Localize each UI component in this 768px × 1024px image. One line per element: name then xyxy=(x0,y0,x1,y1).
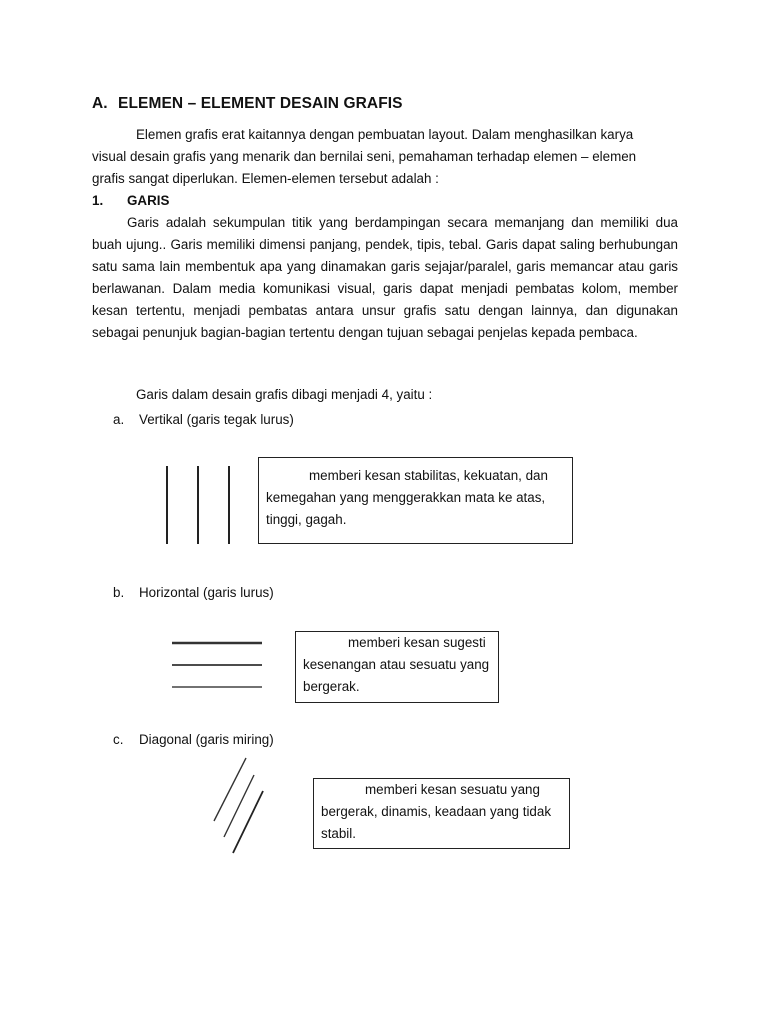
garis-division-intro: Garis dalam desain grafis dibagi menjadi 4, yaitu : xyxy=(136,387,433,402)
item-vertical-text: Vertikal (garis tegak lurus) xyxy=(139,412,294,427)
item-diagonal-letter: c. xyxy=(113,732,124,747)
heading-number: A. xyxy=(92,95,108,112)
item-vertical-letter: a. xyxy=(113,412,125,427)
diagonal-lines-illustration xyxy=(210,755,270,860)
horizontal-desc-line-3: bergerak. xyxy=(303,679,360,694)
diagonal-desc-line-1: memberi kesan sesuatu yang xyxy=(365,782,540,797)
vertical-lines-illustration xyxy=(160,460,240,550)
intro-line-1: Elemen grafis erat kaitannya dengan pembuatan layout. Dalam menghasilkan karya xyxy=(136,127,634,142)
vertical-desc-line-2: kemegahan yang menggerakkan mata ke atas, xyxy=(266,490,546,505)
diagonal-description-box xyxy=(313,778,570,849)
horizontal-description xyxy=(296,632,498,698)
horizontal-lines-illustration xyxy=(168,636,268,696)
vertical-desc-line-3: tinggi, gagah. xyxy=(266,512,347,527)
item-horizontal-letter: b. xyxy=(113,585,125,600)
diagonal-line-1 xyxy=(214,758,246,821)
garis-paragraph: Garis adalah sekumpulan titik yang berdampingan secara memanjang dan memiliki dua buah ujung.. Garis memiliki dimensi panjang, pendek, tipis, tebal. Garis dapat saling berhubungan satu sama lain membentuk apa yang dinamakan garis sejajar/paralel, garis memancar atau garis berlawanan. Dalam media komunikasi visual, garis dapat menjadi pembatas kolom, member kesan tertentu, menjadi pembatas antara unsur grafis satu dengan lainnya, dan digunakan sebagai penunjuk bagian-bagian tertentu dengan tujuan sebagai penjelas kepada pembaca. xyxy=(92,215,678,340)
item-horizontal-text: Horizontal (garis lurus) xyxy=(139,585,274,600)
heading-title: ELEMEN – ELEMENT DESAIN GRAFIS xyxy=(118,95,403,112)
diagonal-desc-line-2: bergerak, dinamis, keadaan yang tidak xyxy=(321,804,552,819)
intro-line-2: visual desain grafis yang menarik dan bernilai seni, pemahaman terhadap elemen – elemen xyxy=(92,149,637,164)
item-diagonal-text: Diagonal (garis miring) xyxy=(139,732,274,747)
horizontal-desc-line-1: memberi kesan sugesti xyxy=(348,635,486,650)
diagonal-line-3 xyxy=(233,791,263,853)
item-horizontal-label xyxy=(113,582,274,604)
horizontal-description-box xyxy=(295,631,499,703)
item-vertical-label xyxy=(113,409,294,431)
horizontal-desc-line-2: kesenangan atau sesuatu yang xyxy=(303,657,490,672)
section-1-title: GARIS xyxy=(127,193,170,208)
section-heading xyxy=(92,95,403,113)
vertical-description-box xyxy=(258,457,573,544)
diagonal-line-2 xyxy=(224,775,254,837)
diagonal-desc-line-3: stabil. xyxy=(321,826,356,841)
vertical-description xyxy=(259,458,572,531)
vertical-desc-line-1: memberi kesan stabilitas, kekuatan, dan xyxy=(309,468,548,483)
section-1-number: 1. xyxy=(92,193,104,208)
intro-line-3: grafis sangat diperlukan. Elemen-elemen tersebut adalah : xyxy=(92,171,439,186)
item-diagonal-label xyxy=(113,729,274,751)
diagonal-description xyxy=(314,779,569,845)
